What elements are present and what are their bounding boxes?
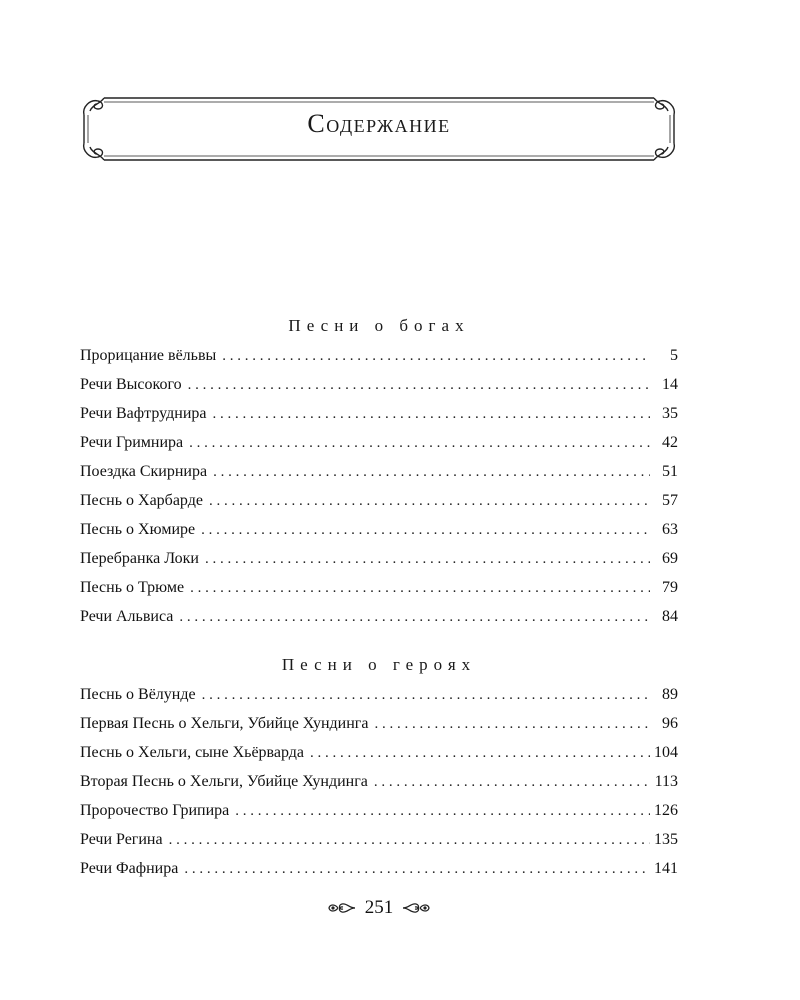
- toc-list-gods: [80, 341, 678, 631]
- toc-entry-page: 141: [654, 860, 678, 877]
- dot-leader: [235, 797, 650, 826]
- dot-leader: [212, 400, 650, 429]
- title-frame: [80, 95, 678, 163]
- toc-entry: [80, 370, 678, 399]
- toc-entry-page: 113: [654, 773, 678, 790]
- fleuron-right-icon: [401, 900, 431, 916]
- section-heading-gods: Песни о богах: [288, 316, 470, 335]
- toc-entry-title: Речи Альвиса: [80, 608, 174, 625]
- dot-leader: [188, 371, 650, 400]
- dot-leader: [374, 710, 650, 739]
- toc-entry-page: 35: [662, 405, 678, 422]
- toc-entry-title: Речи Фафнира: [80, 860, 179, 877]
- dot-leader: [189, 429, 650, 458]
- toc-entry: [80, 709, 678, 738]
- toc-entry-title: Пророчество Грипира: [80, 802, 230, 819]
- toc-entry-page: 57: [662, 492, 678, 509]
- toc-entry-page: 69: [662, 550, 678, 567]
- toc-entry: [80, 854, 678, 883]
- toc-entry-title: Вторая Песнь о Хельги, Убийце Хундинга: [80, 773, 368, 790]
- fleuron-left-icon: [327, 900, 357, 916]
- toc-entry-title: Речи Регина: [80, 831, 163, 848]
- toc-entry: [80, 825, 678, 854]
- dot-leader: [169, 826, 650, 855]
- toc-entry-page: 126: [654, 802, 678, 819]
- page-footer: [80, 897, 678, 919]
- dot-leader: [202, 681, 650, 710]
- toc-entry: [80, 602, 678, 631]
- toc-entry-title: Речи Гримнира: [80, 434, 184, 451]
- toc-entry-title: Первая Песнь о Хельги, Убийце Хундинга: [80, 715, 369, 732]
- toc-entry-page: 96: [662, 715, 678, 732]
- toc-entry: [80, 544, 678, 573]
- toc-entry-title: Песнь о Харбарде: [80, 492, 203, 509]
- dot-leader: [374, 768, 650, 797]
- toc-entry-title: Песнь о Вёлунде: [80, 686, 196, 703]
- page-title: Содержание: [307, 109, 451, 138]
- toc-entry-title: Песнь о Хюмире: [80, 521, 196, 538]
- toc-entry: [80, 457, 678, 486]
- toc-entry: [80, 515, 678, 544]
- toc-entry-title: Перебранка Локи: [80, 550, 199, 567]
- dot-leader: [184, 855, 650, 884]
- toc-entry: [80, 796, 678, 825]
- dot-leader: [222, 342, 650, 371]
- dot-leader: [213, 458, 650, 487]
- toc-entry-title: Поездка Скирнира: [80, 463, 208, 480]
- toc-entry-title: Прорицание вёльвы: [80, 347, 217, 364]
- toc-entry-page: 135: [654, 831, 678, 848]
- toc-entry: [80, 738, 678, 767]
- toc-entry-page: 79: [662, 579, 678, 596]
- toc-entry-page: 51: [662, 463, 678, 480]
- dot-leader: [179, 603, 650, 632]
- page-number: 251: [364, 897, 394, 918]
- toc-entry: [80, 428, 678, 457]
- toc-entry-page: 89: [662, 686, 678, 703]
- toc-entry-page: 5: [670, 347, 678, 364]
- toc-entry-page: 14: [662, 376, 678, 393]
- dot-leader: [190, 574, 650, 603]
- toc-entry: [80, 767, 678, 796]
- toc-entry-page: 104: [654, 744, 678, 761]
- toc-entry-title: Песнь о Хельги, сыне Хьёрварда: [80, 744, 305, 761]
- dot-leader: [209, 487, 650, 516]
- toc-entry-page: 42: [662, 434, 678, 451]
- toc-entry: [80, 680, 678, 709]
- dot-leader: [310, 739, 650, 768]
- toc-list-heroes: [80, 680, 678, 883]
- toc-entry-page: 63: [662, 521, 678, 538]
- toc-entry: [80, 486, 678, 515]
- toc-entry: [80, 341, 678, 370]
- toc-entry: [80, 573, 678, 602]
- toc-entry-page: 84: [662, 608, 678, 625]
- section-heading-heroes: Песни о героях: [281, 655, 477, 674]
- dot-leader: [201, 516, 650, 545]
- dot-leader: [205, 545, 650, 574]
- toc-entry-title: Речи Высокого: [80, 376, 182, 393]
- toc-entry: [80, 399, 678, 428]
- toc-entry-title: Песнь о Трюме: [80, 579, 185, 596]
- toc-entry-title: Речи Вафтруднира: [80, 405, 207, 422]
